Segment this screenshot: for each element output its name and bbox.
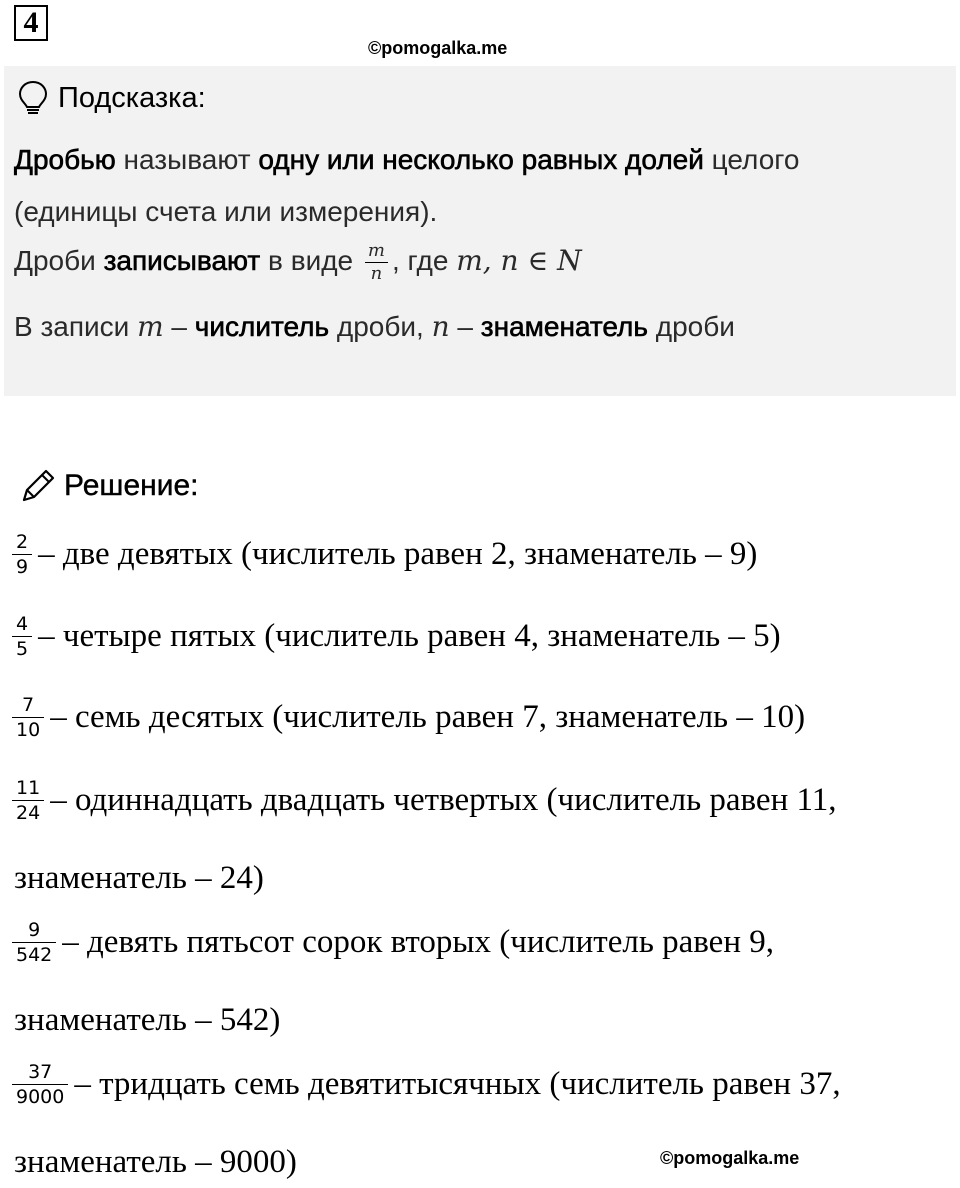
term-numerator: числитель <box>194 311 330 342</box>
math-expression: m, n ∈ N <box>456 243 582 277</box>
fraction-denominator: 9 <box>16 556 29 578</box>
solution-text: – две девятых (числитель равен 2, знаменатель – 9) <box>38 536 758 572</box>
hint-text: , где <box>391 244 457 276</box>
fraction-denominator: 10 <box>16 719 41 741</box>
hint-line-3 <box>14 240 582 285</box>
lightbulb-icon <box>18 80 48 116</box>
solution-row <box>14 1060 841 1109</box>
hint-text: дроби <box>647 311 735 342</box>
solution-row <box>14 612 781 661</box>
math-var-n: n <box>431 310 450 343</box>
fraction <box>14 612 30 661</box>
math-var-m: m <box>137 310 164 343</box>
hint-text: – <box>163 311 195 342</box>
hint-text: В записи <box>14 311 138 342</box>
hint-line-1 <box>14 144 799 176</box>
solution-text: – одиннадцать двадцать четвертых (числитель равен 11, <box>50 782 837 818</box>
hint-text: называют <box>115 144 259 175</box>
term-written: записывают <box>103 244 261 276</box>
fraction-numerator: 4 <box>12 612 32 637</box>
fraction-numerator: 37 <box>12 1060 68 1085</box>
hint-line-2: (единицы счета или измерения). <box>14 196 438 227</box>
task-number: 4 <box>14 5 48 41</box>
fraction-numerator: m <box>365 240 388 263</box>
solution-title-label: Решение: <box>64 469 199 502</box>
hint-text: Дроби <box>14 244 104 276</box>
term-fraction: Дробью <box>14 144 116 175</box>
pencil-icon <box>18 466 58 506</box>
fraction <box>14 693 42 742</box>
hint-line-4 <box>14 310 735 343</box>
fraction-denominator: 24 <box>16 802 41 824</box>
solution-text: – тридцать семь девятитысячных (числитель равен 37, <box>74 1066 841 1102</box>
fraction-numerator: 11 <box>12 776 44 801</box>
term-equal-parts: одну или несколько равных долей <box>258 144 704 175</box>
solution-row-continuation: знаменатель – 542) <box>14 1002 281 1038</box>
term-denominator: знаменатель <box>480 311 648 342</box>
fraction-numerator: 2 <box>12 530 32 555</box>
solution-row <box>14 693 805 742</box>
solution-row <box>14 530 757 579</box>
fraction-denominator: n <box>370 263 383 284</box>
fraction <box>14 1060 66 1109</box>
solution-row <box>14 918 774 967</box>
hint-text: целого <box>703 144 800 175</box>
hint-text: в виде <box>260 244 361 276</box>
hint-box <box>4 66 956 396</box>
solution-text: – девять пятьсот сорок вторых (числитель равен 9, <box>62 924 774 960</box>
fraction <box>14 530 30 579</box>
fraction-denominator: 9000 <box>16 1086 65 1108</box>
hint-title <box>18 80 206 116</box>
solution-title <box>18 466 198 506</box>
solution-text: – семь десятых (числитель равен 7, знаменатель – 10) <box>50 699 806 735</box>
solution-text: – четыре пятых (числитель равен 4, знаменатель – 5) <box>38 618 781 654</box>
solution-row <box>14 776 837 825</box>
watermark-bottom: ©pomogalka.me <box>660 1148 800 1168</box>
fraction-denominator: 542 <box>16 944 53 966</box>
fraction-numerator: 7 <box>12 693 44 718</box>
solution-row-continuation: знаменатель – 9000) <box>14 1144 297 1180</box>
fraction <box>14 776 42 825</box>
watermark-top: ©pomogalka.me <box>368 38 508 58</box>
fraction-denominator: 5 <box>16 638 29 660</box>
hint-title-label: Подсказка: <box>58 81 206 114</box>
hint-text: – <box>449 311 481 342</box>
solution-row-continuation: знаменатель – 24) <box>14 860 264 896</box>
fraction-numerator: 9 <box>12 918 56 943</box>
fraction-m-over-n <box>365 240 388 285</box>
hint-text: дроби, <box>329 311 432 342</box>
fraction <box>14 918 54 967</box>
